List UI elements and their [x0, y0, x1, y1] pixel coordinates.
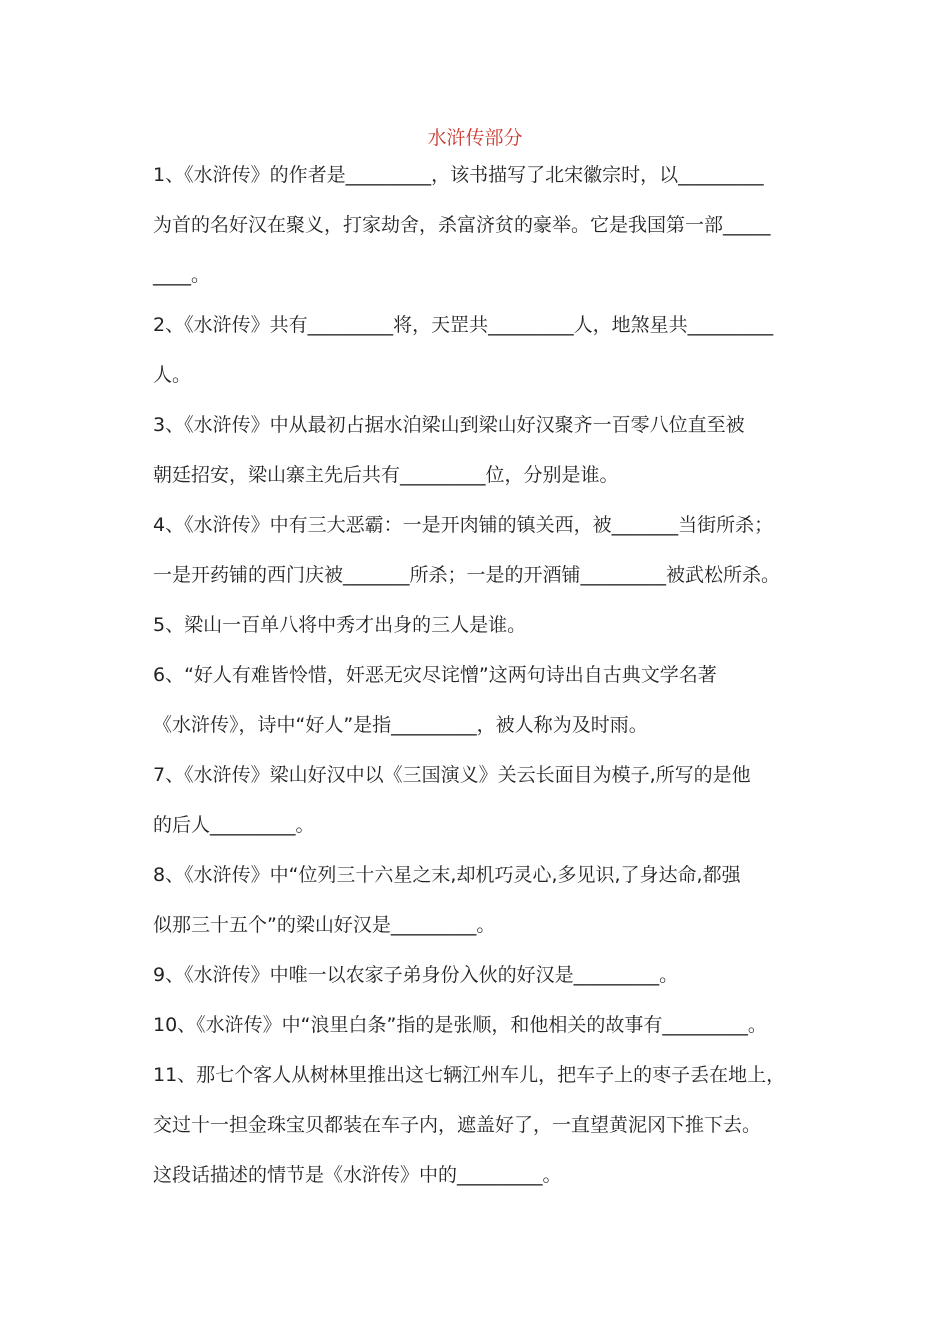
- text-line: 7、《水浒传》梁山好汉中以《三国演义》关云长面目为模子,所写的是他: [153, 764, 751, 786]
- text-line: 11、那七个客人从树林里推出这七辆江州车儿，把车子上的枣子丢在地上，: [153, 1064, 786, 1086]
- document-body: [153, 156, 823, 1206]
- text-line: 2、《水浒传》共有_________将，天罡共_________人，地煞星共_________: [153, 314, 774, 336]
- text-line: 8、《水浒传》中“位列三十六星之末,却机巧灵心,多见识,了身达命,都强: [153, 864, 741, 886]
- text-line: 1、《水浒传》的作者是_________，该书描写了北宋徽宗时，以_________: [153, 164, 764, 186]
- document-title: 水浒传部分: [427, 127, 523, 149]
- text-line: 这段话描述的情节是《水浒传》中的_________。: [153, 1164, 562, 1186]
- text-line: 人。: [153, 364, 192, 386]
- text-line: 《水浒传》，诗中“好人”是指_________，被人称为及时雨。: [153, 714, 648, 736]
- text-line: 5、梁山一百单八将中秀才出身的三人是谁。: [153, 614, 527, 636]
- text-line: 朝廷招安，梁山寨主先后共有_________位，分别是谁。: [153, 464, 619, 486]
- text-line: 的后人_________。: [153, 814, 315, 836]
- text-line: 为首的名好汉在聚义，打家劫舍，杀富济贫的豪举。它是我国第一部_____: [153, 214, 771, 236]
- text-line: 一是开药铺的西门庆被_______所杀；一是的开酒铺_________被武松所杀。: [153, 564, 781, 586]
- text-line: 3、《水浒传》中从最初占据水泊梁山到梁山好汉聚齐一百零八位直至被: [153, 414, 745, 436]
- text-line: 4、《水浒传》中有三大恶霸：一是开肉铺的镇关西，被_______当街所杀；: [153, 514, 774, 536]
- text-line: 10、《水浒传》中“浪里白条”指的是张顺，和他相关的故事有_________。: [153, 1014, 767, 1036]
- text-line: 6、“好人有难皆怜惜，奸恶无灾尽诧憎”这两句诗出自古典文学名著: [153, 664, 717, 686]
- text-line: 似那三十五个”的梁山好汉是_________。: [153, 914, 496, 936]
- text-line: 交过十一担金珠宝贝都装在车子内，遮盖好了，一直望黄泥冈下推下去。: [153, 1114, 762, 1136]
- text-line: 9、《水浒传》中唯一以农家子弟身份入伙的好汉是_________。: [153, 964, 679, 986]
- text-line: ____。: [153, 264, 211, 286]
